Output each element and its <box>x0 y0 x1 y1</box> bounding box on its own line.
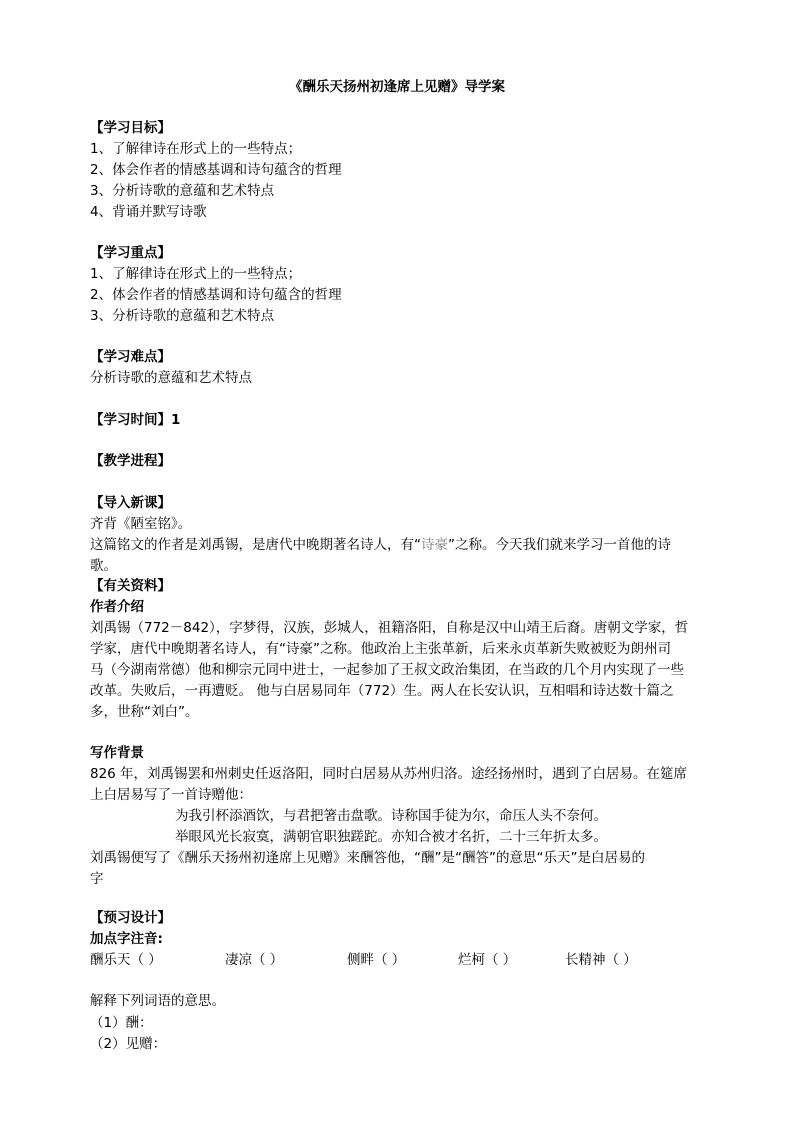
poem-line: 为我引杯添酒饮，与君把箸击盘歌。诗称国手徒为尔，命压人头不奈何。 <box>175 808 607 824</box>
goal-item: 1、了解律诗在形式上的一些特点； <box>90 141 302 157</box>
author-line: 改革。失败后，一再遭贬。 他与白居易同年（772）生。两人在长安认识，互相唱和诗达数十篇之 <box>90 683 674 699</box>
vocab-item[interactable]: 侧畔（ ） <box>347 952 406 968</box>
author-line: 多，世称“刘白”。 <box>90 704 199 720</box>
vocab-item[interactable]: 凄凉（ ） <box>225 952 284 968</box>
focus-item: 2、体会作者的情感基调和诗句蕴含的哲理 <box>90 287 342 303</box>
preview-heading: 【预习设计】 <box>90 910 171 926</box>
difficulty-text: 分析诗歌的意蕴和艺术特点 <box>90 370 252 386</box>
intro-heading: 【导入新课】 <box>90 495 171 511</box>
author-heading: 作者介绍 <box>90 599 144 615</box>
materials-heading: 【有关资料】 <box>90 578 171 594</box>
focus-item: 1、了解律诗在形式上的一些特点； <box>90 266 302 282</box>
intro-text: 这篇铭文的作者是刘禹锡，是唐代中晚期著名诗人，有“ <box>90 537 421 553</box>
time-heading: 【学习时间】1 <box>90 412 181 428</box>
focus-heading: 【学习重点】 <box>90 245 171 261</box>
vocab-item[interactable]: 长精神（ ） <box>565 952 637 968</box>
author-line: 刘禹锡（772－842），字梦得，汉族，彭城人，祖籍洛阳，自称是汉中山靖王后裔。唐朝文学家，哲 <box>90 620 689 636</box>
goal-item: 2、体会作者的情感基调和诗句蕴含的哲理 <box>90 162 342 178</box>
focus-item: 3、分析诗歌的意蕴和艺术特点 <box>90 308 275 324</box>
page-title: 《酬乐天扬州初逢席上见赠》导学案 <box>289 79 505 95</box>
difficulty-heading: 【学习难点】 <box>90 349 171 365</box>
background-heading: 写作背景 <box>90 745 144 761</box>
process-heading: 【教学进程】 <box>90 453 171 469</box>
author-line: 马（今湖南常德）他和柳宗元同中进士，一起参加了王叔文政治集团，在当政的几个月内实现了一些 <box>90 662 684 678</box>
closing-line: 字 <box>90 871 104 887</box>
intro-highlight: 诗豪 <box>421 537 448 553</box>
intro-line <box>90 535 671 555</box>
explain-item[interactable]: （2）见赠： <box>90 1036 167 1052</box>
poem-line: 举眼风光长寂寞，满朝官职独蹉跎。亦知合被才名折，二十三年折太多。 <box>175 829 607 845</box>
intro-text: ”之称。今天我们就来学习一首他的诗 <box>448 537 671 553</box>
intro-line: 歌。 <box>90 558 117 574</box>
explain-item[interactable]: （1）酬： <box>90 1015 153 1031</box>
vocab-item[interactable]: 烂柯（ ） <box>458 952 517 968</box>
vocab-item[interactable]: 酬乐天（ ） <box>90 952 162 968</box>
goal-item: 3、分析诗歌的意蕴和艺术特点 <box>90 183 275 199</box>
intro-line: 齐背《陋室铭》。 <box>90 516 192 532</box>
goal-item: 4、背诵并默写诗歌 <box>90 204 207 220</box>
closing-line: 刘禹锡便写了《酬乐天扬州初逢席上见赠》来酬答他，“酬”是“酬答”的意思“乐天”是白居易的 <box>90 850 645 866</box>
author-line: 学家，唐代中晚期著名诗人，有“诗豪”之称。他政治上主张革新，后来永贞革新失败被贬为朗州司 <box>90 641 671 657</box>
explain-heading: 解释下列词语的意思。 <box>90 993 225 1009</box>
background-line: 上白居易写了一首诗赠他： <box>90 787 252 803</box>
goals-heading: 【学习目标】 <box>90 120 171 136</box>
phonetic-heading: 加点字注音: <box>90 931 163 947</box>
background-line: 826 年，刘禹锡罢和州刺史任返洛阳，同时白居易从苏州归洛。途经扬州时，遇到了白居易。在筵席 <box>90 766 688 782</box>
